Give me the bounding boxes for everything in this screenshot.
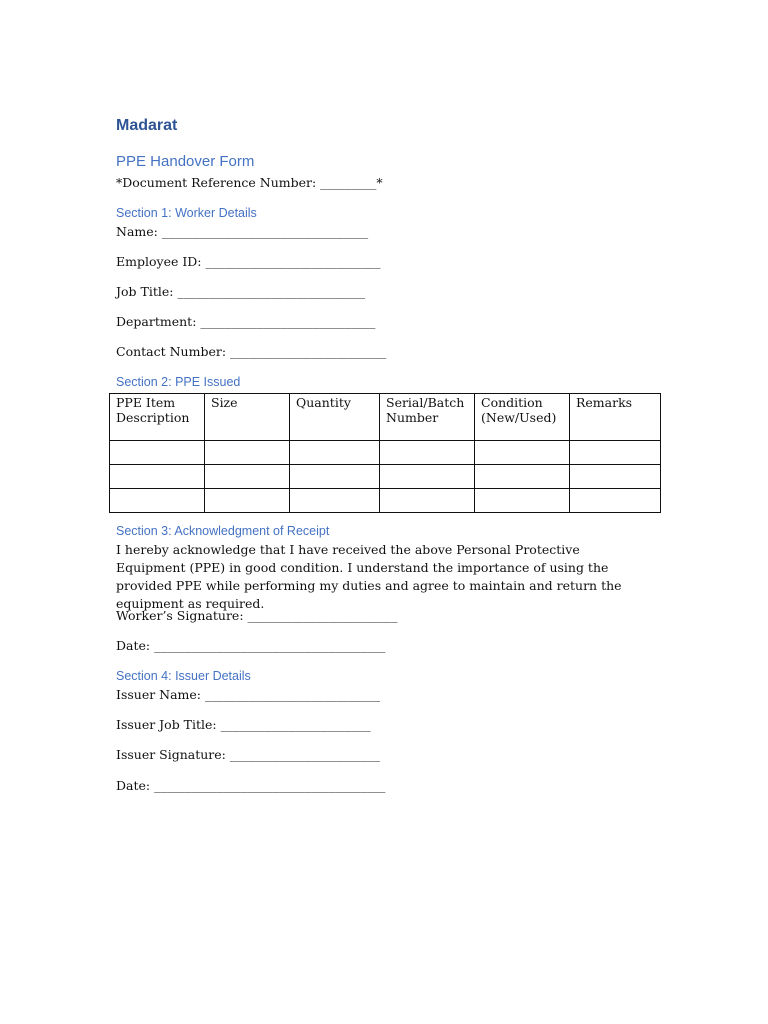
column-header: Remarks (570, 394, 661, 441)
table-cell[interactable] (290, 489, 380, 513)
table-cell[interactable] (380, 441, 475, 465)
table-cell[interactable] (205, 489, 290, 513)
table-cell[interactable] (475, 489, 570, 513)
section-4-title: Section 4: Issuer Details (116, 669, 251, 683)
table-cell[interactable] (475, 441, 570, 465)
table-cell[interactable] (110, 489, 205, 513)
section-3-title: Section 3: Acknowledgment of Receipt (116, 524, 330, 538)
table-cell[interactable] (570, 465, 661, 489)
column-header: Size (205, 394, 290, 441)
issuer-date-field: Date: _____________________________________ (116, 778, 386, 793)
table-cell[interactable] (110, 441, 205, 465)
issuer-name-field: Issuer Name: ____________________________ (116, 687, 380, 702)
table-cell[interactable] (290, 465, 380, 489)
issuer-signature-field: Issuer Signature: ________________________ (116, 747, 380, 762)
section-1-title: Section 1: Worker Details (116, 206, 257, 220)
issuer-job-title-field: Issuer Job Title: ________________________ (116, 717, 371, 732)
employee-id-field: Employee ID: ____________________________ (116, 254, 381, 269)
table-cell[interactable] (380, 489, 475, 513)
name-field: Name: _________________________________ (116, 224, 369, 239)
column-header: Condition (New/Used) (475, 394, 570, 441)
table-row (110, 489, 661, 513)
contact-number-field: Contact Number: _________________________ (116, 344, 387, 359)
table-cell[interactable] (110, 465, 205, 489)
department-field: Department: ____________________________ (116, 314, 376, 329)
section-2-title: Section 2: PPE Issued (116, 375, 241, 389)
form-title: PPE Handover Form (116, 153, 255, 170)
column-header: Serial/Batch Number (380, 394, 475, 441)
table-cell[interactable] (290, 441, 380, 465)
acknowledgment-paragraph: I hereby acknowledge that I have received the above Personal Protective Equipment (PPE) in good condition. I understand the importance of using the provided PPE while performing my duties and agree to maintain and return the equipment as required. (116, 542, 622, 611)
ppe-table (109, 393, 661, 513)
company-name: Madarat (116, 117, 178, 134)
table-row (110, 465, 661, 489)
table-cell[interactable] (205, 465, 290, 489)
column-header: Quantity (290, 394, 380, 441)
table-cell[interactable] (475, 465, 570, 489)
worker-signature-field: Worker’s Signature: ________________________ (116, 608, 398, 623)
table-row (110, 441, 661, 465)
worker-date-field: Date: _____________________________________ (116, 638, 386, 653)
table-header-row (110, 394, 661, 441)
job-title-field: Job Title: ______________________________ (116, 284, 365, 299)
table-cell[interactable] (205, 441, 290, 465)
table-cell[interactable] (570, 441, 661, 465)
column-header: PPE Item Description (110, 394, 205, 441)
table-cell[interactable] (570, 489, 661, 513)
table-cell[interactable] (380, 465, 475, 489)
document-reference-field: *Document Reference Number: _________* (116, 175, 383, 190)
